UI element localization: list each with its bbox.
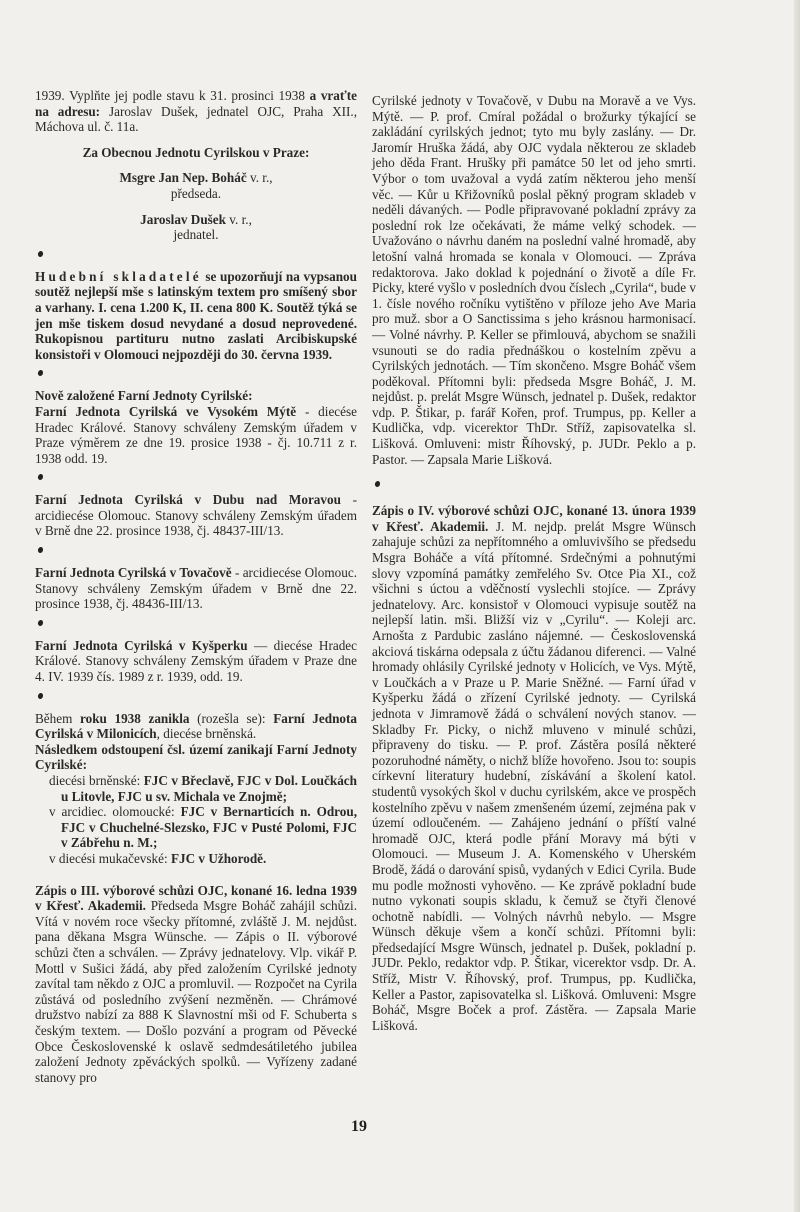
minutes-third-meeting-continued: Cyrilské jednoty v Tovačově, v Dubu na Moravě a ve Vys. Mýtě. — P. prof. Cmíral požádal o brožurky týkající se zakládání cyrilských jednot; tyto mu byly zaslány. — Dr. Jaromír Hruška žádá, aby OJC vydala některou ze skladeb jeho děda Frant. Hrušky při památce 50 let od jeho smrti. Výbor o tom uvažoval a vydá zatím některou jeho menší věc. — Kůr u Křižovníků poslal pěkný program skladeb v neděli dávaných. — Podle připravované pokladní zprávy za poslední rok lze očekávati, že máme velký schodek. — Uvažováno o návrhu daném na poslední valné hromadě, aby letošní valná hromada se konala v Olomouci. — Zpráva redaktorova. Jako doklad k pojednání o životě a díle Fr. Picky, které vyšlo v posledních dvou číslech „Cyrila“, bude v 1. čísle nového ročníku vytištěno v příloze jeho Ave Maria pro muž. sbor a O Sanctissima s jeho krásnou harmonisací. — Volné návrhy. P. Keller se přimlouvá, abychom se snažili vsunouti se do radia přednáškou o kostelním zpěvu a Cyrilských jednotách. — Tím skončeno. Msgre Boháč všem poděkoval. Přítomni byli: předseda Msgre Boháč, J. M. nejdůst. p. prelát Msgre Wünsch, jednatel p. Dušek, redaktor vdp. P. Štikar, p. farář Kořen, prof. Trumpus, pp. Keller a Kudlička, vdp. vicerektor ThDr. Stříž, zapisovatelka sl. Lišková. Omluveni: mistr Říhovský, p. JUDr. Peklo a p. Pastor. — Zapsala Marie Lišková. [372, 93, 696, 467]
unit-tovacov [35, 565, 357, 612]
minutes-text: J. M. nejdp. prelát Msgre Wünsch zahajuje schůzi za nepřítomného a omluvivšího se předsedu Msgra Boháče a vítá přítomné. Srdečnými a pohnutými slovy vzpomíná památky zemřelého Sv. Otce Pia XI., což všichni s úctou a vděčností vyslechli stojíce. — Zprávy jednatelovy. Arc. konsistoř v Olomouci vypisuje soutěž na nejlepší latin. mši. Bližší viz v „Cyrilu“. — Koleji arc. Arnošta z Pardubic zasláno nájemné. — Československá akciová tiskárna odepsala z účtu žádanou diferenci. — Valné hromady ohlásily Cyrilské jednoty v Holicích, ve Vys. Mýtě, v Loučkách a v Praze u P. Marie Sněžné. — Farní úřad v Kyšperku žádá o zřízení Cyrilské jednoty. — Cyrilská jednota v Jimramově žádá o schválení nových stanov. — Skladby Fr. Picky, o nichž mluveno v minulé schůzi, připraveny do tisku. — P. prof. Zástěra posílá některé pozoruhodné náměty, o nichž blíže hovořeno. Jsou to: soupis církevní literatury hudební, získávání a školení katol. studentů vysokých škol v duchu cyrilském, akce ve prospěch kostelního zpěvu v našem zmenšeném území, zejména pak v území odloučeném. — Zahájeno jednání o příští valné hromadě OJC, která podle přání Moravy má býti v Olomouci. — Museum J. A. Komenského v Uherském Brodě, žádá o darování spisů, vydaných v Edici Cyrila. Bude mu podle možnosti vyhověno. — Ke zprávě pokladní bude nutno vykonati soupis skladu, k čemuž se čtyři členové ochotně nabídli. — Volných návrhů nebylo. — Msgre Wünsch děkuje všem a končí schůzi. Přítomni byli: předsedající Msgre Wünsch, jednatel p. Dušek, pokladní p. JUDr. Peklo, redaktor vdp. P. Štikar, vicerektor vsdp. Dr. A. Stříž, Mistr V. Říhovský, prof. Trumpus, pp. Kudlička, Keller a Pastor, zapisovatelka sl. Lišková. Omluveni: Msgre Boháč, Msgre Boček a prof. Zástěra. — Zapsala Marie Lišková. [372, 518, 696, 1033]
unit-title: Farní Jednota Cyrilská ve Vysokém Mýtě [35, 403, 297, 419]
composers-competition [35, 269, 357, 363]
unit-text: - arcidiecése Olomouc. Stanovy schváleny Zemským úřadem v Brně dne 22. prosince 1938, čj. 48437-III/13. [35, 492, 357, 539]
ceded-label: v diecési mukačevské: [49, 850, 171, 866]
bullet-icon [37, 546, 44, 553]
dissolved-year: roku 1938 zanikla [79, 710, 190, 726]
ceded-list: FJC v Užhorodě. [170, 850, 267, 866]
minutes-third-meeting [35, 883, 357, 1086]
bullet-icon [37, 250, 44, 257]
minutes-fourth-meeting [372, 503, 696, 1033]
bullet-icon [37, 692, 44, 699]
ceded-label: v arcidiec. olomoucké: [49, 804, 181, 820]
ceded-heading: Následkem odstoupení čsl. území zanikají Farní Jednoty Cyrilské: [35, 741, 357, 773]
right-column [372, 93, 696, 1033]
chairman-role: předseda. [170, 185, 222, 201]
ceded-list: FJC v Břeclavě, FJC v Dol. Loučkách u Litovle, FJC u sv. Michala ve Znojmě; [61, 773, 357, 804]
composers-heading: Hudební skladatelé [35, 268, 202, 284]
secretary-role: jednatel. [173, 227, 219, 243]
unit-text: — diecése Hradec Králové. Stanovy schváleny Zemským úřadem v Praze dne 4. IV. 1939 čís. 1989 z r. 1939, odd. 19. [35, 637, 357, 685]
composers-text: se upozorňují na vypsanou soutěž nejlepší mše s latinským textem pro smíšený sbor a varhany. I. cena 1.200 K, II. cena 800 K. Soutěž týká se jen mše tiskem dosud nevydané a dosud neprovedené. Rukopisnou partituru nutno zaslati Arcibiskupské konsistoři v Olomouci nejpozději do 30. června 1939. [35, 268, 357, 362]
minutes-title: Zápis o III. výborové schůzi OJC, konané 16. ledna 1939 v Křesť. Akademii. [35, 882, 357, 914]
return-address-label: a vraťte na adresu: [35, 88, 357, 119]
ceded-olomouc [35, 804, 357, 851]
dissolved-diocese: , diecése brněnská. [156, 726, 257, 742]
bullet-icon [37, 619, 44, 626]
page-edge [794, 0, 800, 1212]
unit-kysperk [35, 638, 357, 685]
chairman-name: Msgre Jan Nep. Boháč [119, 170, 247, 186]
page-number: 19 [351, 1118, 367, 1135]
bullet-icon [374, 481, 381, 488]
unit-vysoke-myto [35, 404, 357, 466]
bullet-icon [37, 370, 44, 377]
dissolved-unit: Farní Jednota Cyrilská v Milonicích [35, 710, 358, 742]
ceded-list: FJC v Bernarticích n. Odrou, FJC v Chuchelné-Slezsko, FJC v Pusté Polomi, FJC v Zábřehu n. M.; [61, 804, 357, 851]
intro-text: 1939. Vyplňte jej podle stavu k 31. prosinci 1938 [35, 88, 305, 103]
ceded-brno [35, 773, 357, 804]
unit-title: Farní Jednota Cyrilská v Dubu nad Moravou [35, 492, 341, 508]
bullet-icon [37, 474, 44, 481]
dissolved-text: Během [35, 710, 80, 726]
left-column [35, 88, 357, 1085]
dissolved-note: (rozešla se): [189, 710, 274, 726]
chairman-vr: v. r., [246, 170, 273, 186]
return-address: Jaroslav Dušek, jednatel OJC, Praha XII., Máchova ul. č. 11a. [35, 103, 358, 135]
ceded-label: diecési brněnské: [49, 773, 144, 788]
secretary-vr: v. r., [225, 211, 252, 227]
minutes-text: Předseda Msgre Boháč zahájil schůzi. Vítá v novém roce všecky přítomné, zvláště J. M. nejdůst. pana děkana Msgra Wünsche. — Zápis o II. výborové schůzi čten a schválen. — Zprávy jednatelovy. Vlp. vikář P. Mottl v Sušici žádá, aby před založením Cyrilské jednoty zavítal tam někdo z OJC a promluvil. — Rozpočet na Cyrila zůstává od posledního zvýšení nezměněn. — Chrámové družstvo nabízí za 888 K Slavnostní mši od F. Schuberta s českým textem. — Došlo pozvání a program od Pěvecké Obce Československé k oslavě sedmdesátiletého jubilea založení Jednoty zpěváckých spolků. — Vyřízeny zadané stanovy pro [35, 898, 357, 1085]
secretary-name: Jaroslav Dušek [140, 211, 226, 227]
new-units-heading: Nově založené Farní Jednoty Cyrilské: [35, 388, 253, 404]
unit-text: - arcidiecése Olomouc. Stanovy schváleny Zemským úřadem v Brně dne 22. prosince 1938, čj. 48436-III/13. [35, 565, 357, 612]
organization-signoff: Za Obecnou Jednotu Cyrilskou v Praze: [82, 144, 310, 160]
unit-title: Farní Jednota Cyrilská v Tovačově [35, 565, 232, 581]
signature-chairman [35, 170, 357, 201]
ceded-mukachevo [35, 851, 357, 867]
dissolved-units [35, 711, 357, 742]
unit-dub [35, 492, 357, 539]
unit-title: Farní Jednota Cyrilská v Kyšperku [35, 637, 248, 653]
questionnaire-note [35, 88, 357, 135]
minutes-title: Zápis o IV. výborové schůzi OJC, konané 13. února 1939 v Křesť. Akademii. [372, 503, 696, 534]
unit-text: - diecése Hradec Králové. Stanovy schváleny Zemským úřadem v Praze výměrem ze dne 19. prosice 1938 - čj. 10.711 z r. 1938 odd. 19. [35, 403, 357, 466]
signature-secretary [35, 212, 357, 243]
